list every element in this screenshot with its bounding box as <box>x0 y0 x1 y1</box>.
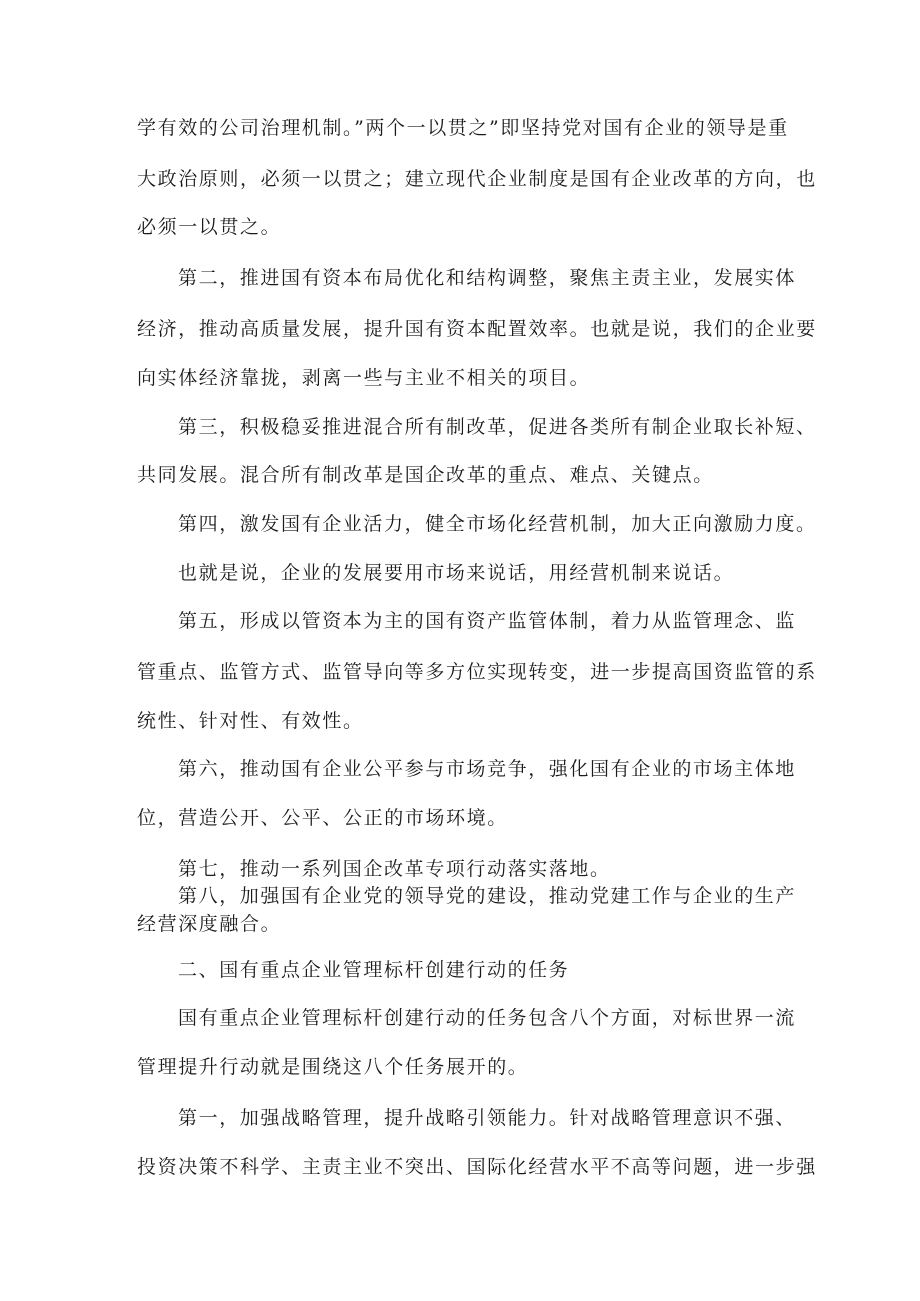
text-line: 也就是说，企业的发展要用市场来说话，用经营机制来说话。 <box>178 562 735 584</box>
text-line: 第一，加强战略管理，提升战略引领能力。针对战略管理意识不强、 <box>178 1107 797 1129</box>
text-line: 第六，推动国有企业公平参与市场竞争，强化国有企业的市场主体地 <box>178 758 797 780</box>
text-line: 第三，积极稳妥推进混合所有制改革，促进各类所有制企业取长补短、 <box>178 416 817 438</box>
text-line: 投资决策不科学、主责主业不突出、国际化经营水平不高等问题，进一步强 <box>137 1156 817 1178</box>
text-line: 第八，加强国有企业党的领导党的建设，推动党建工作与企业的生产 <box>178 885 797 907</box>
text-line: 大政治原则，必须一以贯之；建立现代企业制度是国有企业改革的方向，也 <box>137 168 817 190</box>
text-line: 向实体经济靠拢，剥离一些与主业不相关的项目。 <box>137 367 591 389</box>
text-line: 管重点、监管方式、监管导向等多方位实现转变，进一步提高国资监管的系 <box>137 661 817 683</box>
text-line: 第七，推动一系列国企改革专项行动落实落地。 <box>178 858 611 880</box>
text-line: 第五，形成以管资本为主的国有资产监管体制，着力从监管理念、监 <box>178 610 797 632</box>
text-line: 管理提升行动就是围绕这八个任务展开的。 <box>137 1056 529 1078</box>
text-line: 经营深度融合。 <box>137 913 282 935</box>
text-line: 位，营造公开、公平、公正的市场环境。 <box>137 807 508 829</box>
text-line: 第二，推进国有资本布局优化和结构调整，聚焦主责主业，发展实体 <box>178 267 797 289</box>
section-heading: 二、国有重点企业管理标杆创建行动的任务 <box>178 959 570 981</box>
text-line: 统性、针对性、有效性。 <box>137 710 364 732</box>
text-line: 学有效的公司治理机制。”两个一以贯之”即坚持党对国有企业的领导是重 <box>137 117 789 139</box>
text-line: 第四，激发国有企业活力，健全市场化经营机制，加大正向激励力度。 <box>178 513 817 535</box>
text-line: 共同发展。混合所有制改革是国企改革的重点、难点、关键点。 <box>137 464 714 486</box>
text-line: 国有重点企业管理标杆创建行动的任务包含八个方面，对标世界一流 <box>178 1007 797 1029</box>
text-line: 经济，推动高质量发展，提升国有资本配置效率。也就是说，我们的企业要 <box>137 318 817 340</box>
text-line: 必须一以贯之。 <box>137 216 282 238</box>
